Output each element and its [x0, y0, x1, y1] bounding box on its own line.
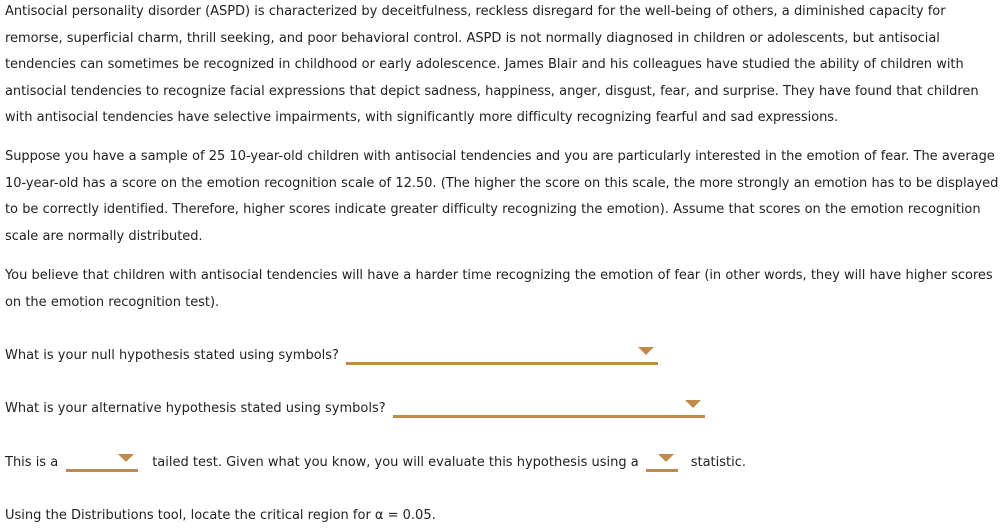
null-hypothesis-question — [5, 346, 658, 366]
intro-paragraph-aspd: Antisocial personality disorder (ASPD) is characterized by deceitfulness, reckless disregard for the well-being of others, a diminished capacity for remorse, superficial charm, thrill seeking, and poor behavioral control. ASPD is not normally diagnosed in children or adolescents, but antisocial tendencies can sometimes be recognized in childhood or early adolescence. James Blair and his colleagues have studied the ability of children with antisocial tendencies to recognize facial expressions that depict sadness, happiness, anger, disgust, fear, and surprise. They have found that children with antisocial tendencies have selective impairments, with significantly more difficulty recognizing fearful and sad expressions. — [5, 4, 979, 125]
critical-region-instruction — [5, 506, 436, 526]
critical-region-text: Using the Distributions tool, locate the critical region for α = 0.05. — [5, 508, 436, 523]
statistic-suffix-text: statistic. — [690, 455, 747, 470]
tail-middle-text: tailed test. Given what you know, you will evaluate this hypothesis using a — [152, 455, 639, 470]
tail-prefix-text: This is a — [5, 455, 59, 470]
intro-paragraph-sample: Suppose you have a sample of 25 10-year-old children with antisocial tendencies and you are particularly interested in the emotion of fear. The average 10-year-old has a score on the emotion recognition scale of 12.50. (The higher the score on this scale, the more strongly an emotion has to be displayed to be correctly identified. Therefore, higher scores indicate greater difficulty recognizing the emotion). Assume that scores on the emotion recognition scale are normally distributed. — [5, 149, 999, 244]
tail-and-statistic-question — [5, 453, 746, 473]
null-hypothesis-label: What is your null hypothesis stated using symbols? — [5, 348, 339, 363]
dropdown-arrow-icon — [658, 454, 674, 462]
intro-paragraph-belief: You believe that children with antisocial tendencies will have a harder time recognizing the emotion of fear (in other words, they will have higher scores on the emotion recognition test). — [5, 268, 993, 310]
null-hypothesis-dropdown[interactable] — [346, 346, 658, 365]
alt-hypothesis-label: What is your alternative hypothesis stated using symbols? — [5, 401, 386, 416]
dropdown-arrow-icon — [638, 347, 654, 355]
dropdown-arrow-icon — [685, 400, 701, 408]
alt-hypothesis-dropdown[interactable] — [393, 399, 705, 418]
alt-hypothesis-question — [5, 399, 705, 419]
statistic-type-dropdown[interactable] — [646, 453, 678, 472]
tail-type-dropdown[interactable] — [66, 453, 138, 472]
dropdown-arrow-icon — [118, 454, 134, 462]
